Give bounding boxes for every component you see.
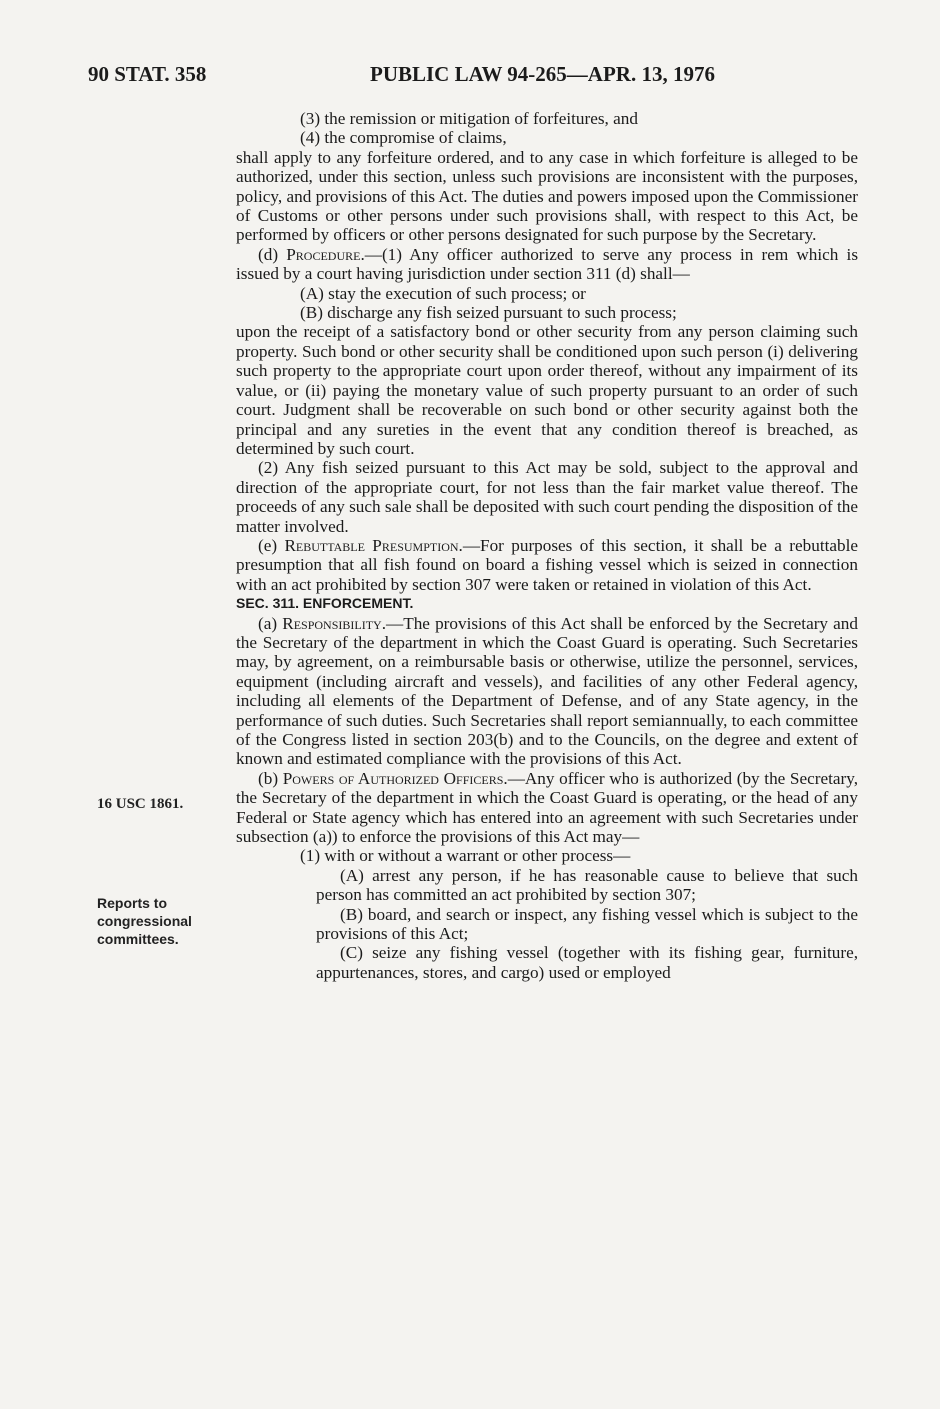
paragraph-bond: upon the receipt of a satisfactory bond or other security from any person claiming such property. Such bond or other security shall be conditioned upon such person (i) delivering such property to the appropriate court upon order thereof, without any impairment of its value, or (ii) paying the monetary value of such property pursuant to an order of such court. Judgment shall be recoverable on such bond or other security against both the principal and any sureties in the event that any condition thereof is breached, as determined by such court. [236,322,858,458]
item-b-c: (C) seize any fishing vessel (together with its fishing gear, furniture, appurtenances, stores, and cargo) used or employed [316,943,858,982]
subsection-a-heading: Responsibility. [282,613,387,633]
page-header [88,62,900,92]
subsection-b-text: —Any officer who is authorized (by the Secretary, the Secretary of the department in which the Coast Guard is operating, or the head of any Federal or State agency which has entered into an agreement with such Secretaries under subsection (a)) to enforce the provisions of this Act may— [236,768,858,847]
subsection-e-text: —For purposes of this section, it shall be a rebuttable presumption that all fish found on board a fishing vessel which is seized in connection with an act prohibited by section 307 were taken or retained in violation of this Act. [236,535,858,594]
subsection-b-label: (b) [258,768,279,788]
subsection-d-label: (d) [258,244,279,264]
document-body [236,109,858,982]
margin-note-reports: Reports to congressional committees. [97,895,192,947]
paragraph-apply: shall apply to any forfeiture ordered, and to any case in which forfeiture is alleged to be authorized, under this section, unless such provisions are inconsistent with the purposes, policy, and provisions of this Act. The duties and powers imposed upon the Commissioner of Customs or other persons under such provisions shall, with respect to this Act, be performed by officers or other persons designated for such purpose by the Secretary. [236,147,858,245]
stat-citation: 90 STAT. 358 [88,62,207,86]
law-title: PUBLIC LAW 94-265—APR. 13, 1976 [370,62,715,86]
subsection-d-heading: Procedure. [286,244,365,264]
subsection-d-text: —(1) Any officer authorized to serve any process in rem which is issued by a court having jurisdiction under section 311 (d) shall— [236,244,859,284]
subsection-a [236,614,858,769]
item-d-2: (2) Any fish seized pursuant to this Act may be sold, subject to the approval and direction of the appropriate court, for not less than the fair market value thereof. The proceeds of any such sale shall be deposited with such court pending the disposition of the matter involved. [236,458,858,536]
item-4: (4) the compromise of claims, [300,128,507,148]
subsection-e-label: (e) [258,535,278,555]
item-b-a: (A) arrest any person, if he has reasonable cause to believe that such person has committed an act prohibited by section 307; [316,865,858,905]
section-heading: SEC. 311. ENFORCEMENT. [236,595,414,612]
item-d-a: (A) stay the execution of such process; or [300,283,586,303]
subsection-a-text: —The provisions of this Act shall be enforced by the Secretary and the Secretary of the department in which the Coast Guard is operating. Such Secretaries may, by agreement, on a reimbursable basis or otherwise, utilize the personnel, services, equipment (including aircraft and vessels), and facilities of any other Federal agency, including all elements of the Department of Defense, and of any State agency, in the performance of such duties. Such Secretaries shall report semiannually, to each committee of the Congress listed in section 203(b) and to the Councils, on the degree and extent of known and estimated compliance with the provisions of this Act. [236,613,858,769]
item-3: (3) the remission or mitigation of forfeitures, and [300,109,638,128]
subsection-d [236,245,858,284]
subsection-a-label: (a) [258,613,278,633]
subsection-e-heading: Rebuttable Presumption. [284,535,463,555]
subsection-e [236,536,858,594]
subsection-b-heading: Powers of Authorized Officers. [282,768,508,788]
subsection-b [236,769,858,847]
margin-note-usc: 16 USC 1861. [97,796,184,812]
item-b-1: (1) with or without a warrant or other process— [300,846,631,866]
item-b-b: (B) board, and search or inspect, any fishing vessel which is subject to the provisions of this Act; [316,904,858,944]
item-d-b: (B) discharge any fish seized pursuant to such process; [300,303,677,323]
